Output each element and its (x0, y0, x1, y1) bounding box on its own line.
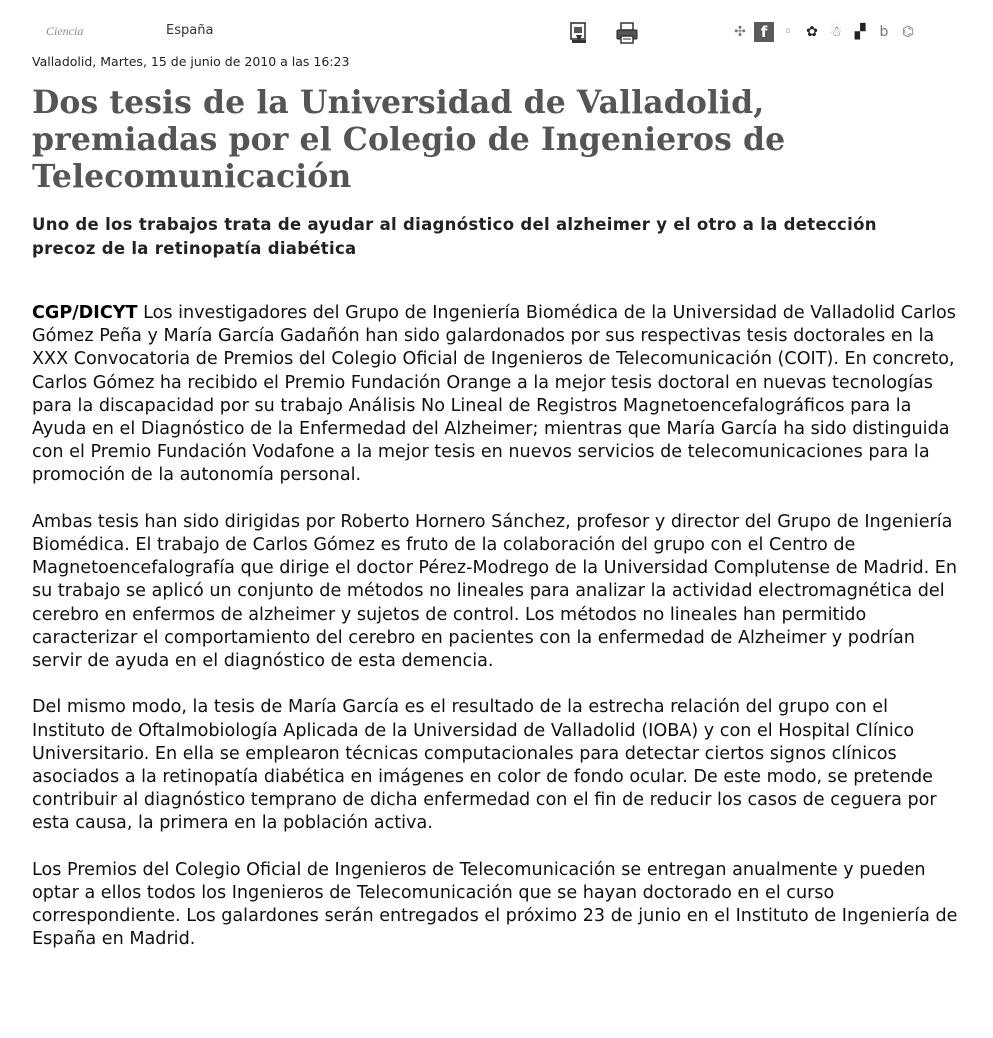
squares-icon[interactable]: ▞ (854, 24, 866, 40)
article-body (32, 302, 964, 975)
stumbleupon-icon[interactable]: ✿ (806, 24, 818, 40)
article-title: Dos tesis de la Universidad de Valladolid, premiadas por el Colegio de Ingenieros de Telecomunicación (32, 84, 786, 195)
article-subtitle: Uno de los trabajos trata de ayudar al diagnóstico del alzheimer y el otro a la detección precoz de la retinopatía diabética (32, 215, 877, 258)
print-icon[interactable] (614, 20, 640, 46)
share-icon[interactable] (566, 20, 592, 46)
tools-group (566, 20, 640, 46)
paragraph (32, 302, 964, 488)
facebook-icon[interactable]: f (754, 22, 774, 42)
bitacoras-icon[interactable]: b (879, 24, 889, 40)
article-toolbar (32, 22, 967, 46)
paragraph-text: Los investigadores del Grupo de Ingeniería Biomédica de la Universidad de Valladolid Carlos Gómez Peña y María García Gadañón han sido galardonados por sus respectivas tesis doctorales en la XXX Convocatoria de Premios del Colegio Oficial de Ingenieros de Telecomunicación (COIT). En concreto, Carlos Gómez ha recibido el Premio Fundación Orange a la mejor tesis doctoral en nuevas tecnologías para la discapacidad por su trabajo Análisis No Lineal de Registros Magnetoencefalográficos para la Ayuda en el Diagnóstico de la Enfermedad del Alzheimer; mientras que María García ha sido distinguida con el Premio Fundación Vodafone a la mejor tesis en nuevos servicios de telecomunicaciones para la promoción de la autonomía personal. (32, 303, 956, 486)
paragraph: Del mismo modo, la tesis de María García es el resultado de la estrecha relación del grupo con el Instituto de Oftalmobiología Aplicada de la Universidad de Valladolid (IOBA) y con el Hospital Clínico Universitario. En ella se emplearon técnicas computacionales para detectar ciertos signos clínicos asociados a la retinopatía diabética en imágenes en color de fondo ocular. De este modo, se pretende contribuir al diagnóstico temprano de dicha enfermedad con el fin de reducir los casos de ceguera por esta causa, la primera en la población activa. (32, 697, 937, 834)
section-link[interactable]: Ciencia (46, 24, 84, 38)
article-dateline: Valladolid, Martes, 15 de junio de 2010 a las 16:23 (32, 54, 350, 69)
byline: CGP/DICYT (32, 303, 138, 323)
share-more-icon[interactable]: ⌬ (901, 24, 915, 40)
social-share-bar (730, 22, 918, 42)
paragraph: Ambas tesis han sido dirigidas por Roberto Hornero Sánchez, profesor y director del Grupo de Ingeniería Biomédica. El trabajo de Carlos Gómez es fruto de la colaboración del grupo con el Centro de Magnetoencefalografía que dirige el doctor Pérez-Modrego de la Universidad Complutense de Madrid. En su trabajo se aplicó un conjunto de métodos no lineales para analizar la actividad electromagnética del cerebro en enfermos de alzheimer y sujetos de control. Los métodos no lineales han permitido caracterizar el comportamiento del cerebro en pacientes con la enfermedad de Alzheimer y podrían servir de ayuda en el diagnóstico de esta demencia. (32, 511, 958, 672)
delicious-icon[interactable]: ◦ (783, 24, 793, 40)
digg-icon[interactable]: ☃ (829, 24, 843, 40)
paragraph: Los Premios del Colegio Oficial de Ingenieros de Telecomunicación se entregan anualmente y pueden optar a ellos todos los Ingenieros de Telecomunicación que se hayan doctorado en el curso correspondiente. Los galardones serán entregados el próximo 23 de junio en el Instituto de Ingeniería de España en Madrid. (32, 859, 958, 950)
country-link[interactable]: España (166, 23, 214, 38)
meneame-icon[interactable]: ✣ (734, 24, 746, 40)
